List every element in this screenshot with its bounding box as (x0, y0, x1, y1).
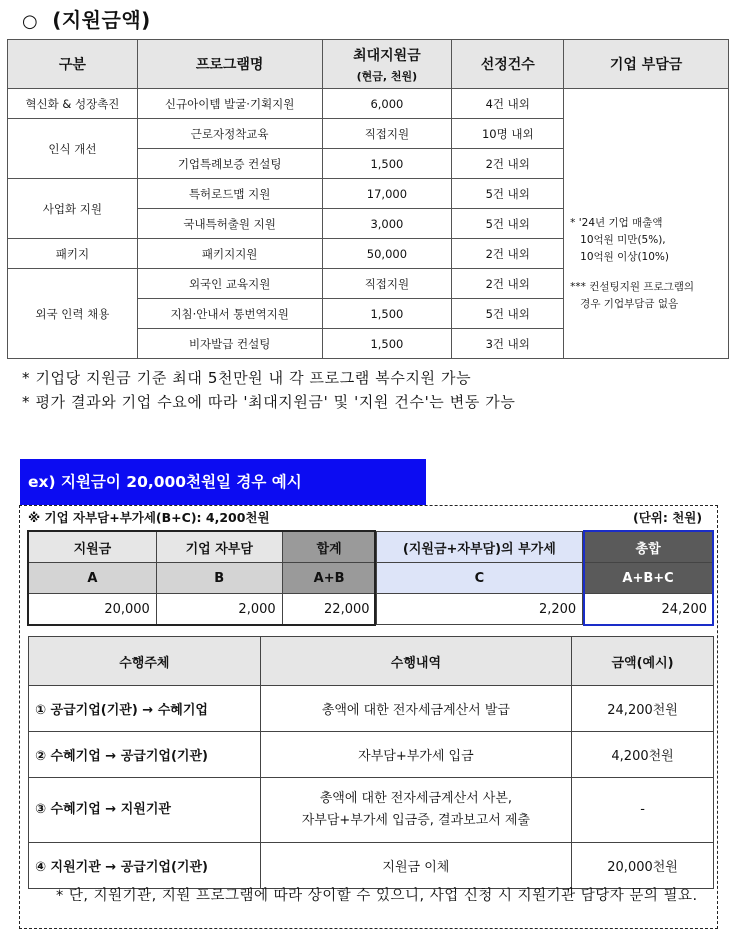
category-cell: 사업화 지원 (8, 179, 138, 239)
footnote-item: * 기업당 지원금 기준 최대 5천만원 내 각 프로그램 복수지원 가능 (22, 369, 472, 387)
flow-amount: 4,200천원 (572, 732, 714, 778)
program-cell: 국내특허출원 지원 (137, 209, 322, 239)
amount-cell: 직접지원 (322, 119, 452, 149)
program-cell: 지침·안내서 통번역지원 (137, 299, 322, 329)
flow-detail: 자부담+부가세 입금 (260, 732, 572, 778)
table-row (29, 732, 714, 778)
calc-code: A+B (282, 563, 376, 594)
amount-cell: 50,000 (322, 239, 452, 269)
count-cell: 5건 내외 (452, 209, 564, 239)
program-cell: 기업특례보증 컨설팅 (137, 149, 322, 179)
count-cell: 3건 내외 (452, 329, 564, 359)
category-cell: 패키지 (8, 239, 138, 269)
footnote-item: * 평가 결과와 기업 수요에 따라 '최대지원금' 및 '지원 건수'는 변동 가능 (22, 393, 516, 411)
flow-header-detail: 수행내역 (260, 637, 572, 686)
section-title-text: (지원금액) (52, 8, 151, 32)
amount-cell: 1,500 (322, 149, 452, 179)
program-cell: 외국인 교육지원 (137, 269, 322, 299)
header-burden: 기업 부담금 (564, 40, 729, 89)
program-cell: 비자발급 컨설팅 (137, 329, 322, 359)
program-cell: 근로자정착교육 (137, 119, 322, 149)
flow-actor: ① 공급기업(기관) → 수혜기업 (29, 686, 261, 732)
calc-code: B (156, 563, 282, 594)
unit-label: (단위: 천원) (633, 510, 703, 525)
count-cell: 5건 내외 (452, 179, 564, 209)
calc-code: A (29, 563, 157, 594)
calc-value: 2,000 (156, 594, 282, 625)
count-cell: 2건 내외 (452, 269, 564, 299)
amount-cell: 3,000 (322, 209, 452, 239)
program-cell: 신규아이템 발굴·기획지원 (137, 89, 322, 119)
flow-amount: 20,000천원 (572, 843, 714, 889)
table-row (29, 686, 714, 732)
amount-cell: 17,000 (322, 179, 452, 209)
amount-cell: 6,000 (322, 89, 452, 119)
program-table (7, 39, 729, 359)
count-cell: 2건 내외 (452, 239, 564, 269)
count-cell: 5건 내외 (452, 299, 564, 329)
calc-header-total: 총합 (583, 532, 714, 563)
calc-value: 22,000 (282, 594, 376, 625)
count-cell: 10명 내외 (452, 119, 564, 149)
category-cell: 외국 인력 채용 (8, 269, 138, 359)
calc-value: 24,200 (583, 594, 714, 625)
category-cell: 혁신화 & 성장촉진 (8, 89, 138, 119)
count-cell: 4건 내외 (452, 89, 564, 119)
program-cell: 패키지지원 (137, 239, 322, 269)
header-category: 구분 (8, 40, 138, 89)
flow-detail: 지원금 이체 (260, 843, 572, 889)
category-cell: 인식 개선 (8, 119, 138, 179)
program-table-header (8, 40, 729, 89)
calc-table (28, 531, 714, 625)
program-cell: 특허로드맵 지원 (137, 179, 322, 209)
burden-note: * '24년 기업 매출액 10억원 미만(5%), 10억원 이상(10%) *** 컨설팅지원 프로그램의 경우 기업부담금 없음 (564, 89, 729, 359)
calc-code-row (29, 563, 714, 594)
flow-amount: - (572, 778, 714, 843)
flow-table (28, 636, 714, 889)
calc-header-sum: 합계 (282, 532, 376, 563)
flow-amount: 24,200천원 (572, 686, 714, 732)
amount-cell: 직접지원 (322, 269, 452, 299)
flow-actor: ② 수혜기업 → 공급기업(기관) (29, 732, 261, 778)
amount-cell: 1,500 (322, 329, 452, 359)
calc-code: C (376, 563, 583, 594)
flow-detail: 총액에 대한 전자세금계산서 발급 (260, 686, 572, 732)
table-row (8, 89, 729, 119)
table-row (29, 778, 714, 843)
calc-header-row (29, 532, 714, 563)
count-cell: 2건 내외 (452, 149, 564, 179)
calc-value: 2,200 (376, 594, 583, 625)
table-row (29, 843, 714, 889)
calc-value-row (29, 594, 714, 625)
calc-header-support: 지원금 (29, 532, 157, 563)
header-max-amount: 최대지원금 (현금, 천원) (322, 40, 452, 89)
header-program: 프로그램명 (137, 40, 322, 89)
amount-cell: 1,500 (322, 299, 452, 329)
flow-header-row (29, 637, 714, 686)
flow-actor: ③ 수혜기업 → 지원기관 (29, 778, 261, 843)
flow-header-amount: 금액(예시) (572, 637, 714, 686)
section-title (22, 4, 151, 33)
calc-code: A+B+C (583, 563, 714, 594)
flow-actor: ④ 지원기관 → 공급기업(기관) (29, 843, 261, 889)
calc-value: 20,000 (29, 594, 157, 625)
example-banner: ex) 지원금이 20,000천원일 경우 예시 (20, 459, 426, 505)
circle-bullet-icon: ○ (22, 11, 39, 32)
footnotes (22, 366, 515, 414)
flow-detail: 총액에 대한 전자세금계산서 사본, 자부담+부가세 입금증, 결과보고서 제출 (260, 778, 572, 843)
calc-header-self: 기업 자부담 (156, 532, 282, 563)
example-note: ※ 기업 자부담+부가세(B+C): 4,200천원 (28, 510, 270, 525)
example-footnote: * 단, 지원기관, 지원 프로그램에 따라 상이할 수 있으니, 사업 신청 시 지원기관 담당자 문의 필요. (56, 888, 698, 904)
header-count: 선정건수 (452, 40, 564, 89)
flow-header-actor: 수행주체 (29, 637, 261, 686)
calc-header-vat: (지원금+자부담)의 부가세 (376, 532, 583, 563)
